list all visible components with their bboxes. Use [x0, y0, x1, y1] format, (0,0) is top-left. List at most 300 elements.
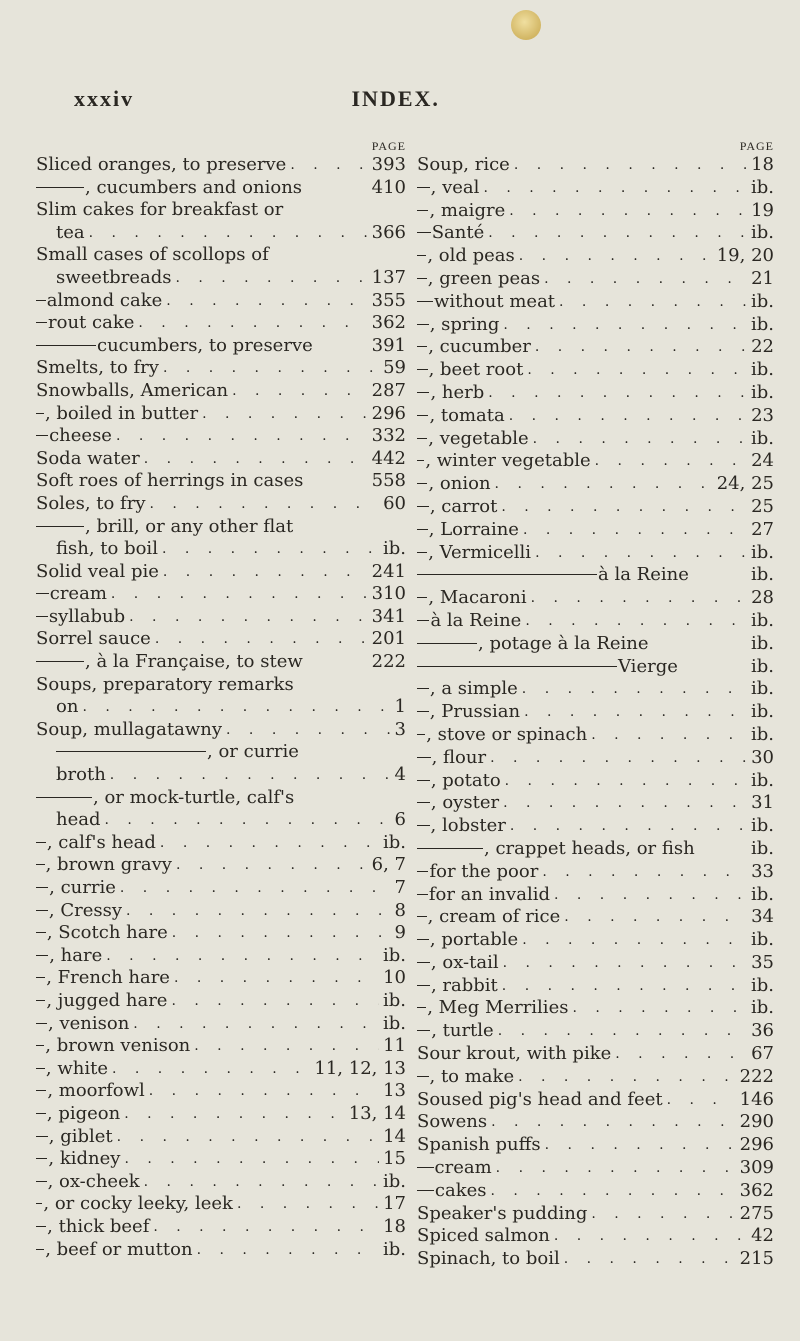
ditto-rule	[417, 573, 597, 575]
leader-dots	[503, 952, 747, 975]
ditto-rule	[417, 756, 431, 758]
ditto-rule	[36, 412, 44, 414]
leader-dots	[129, 606, 368, 629]
leader-dots	[153, 1216, 379, 1239]
entry-page: ib.	[382, 1238, 406, 1260]
leader-dots	[554, 884, 747, 907]
ditto-rule	[417, 801, 430, 803]
ditto-rule	[36, 1202, 42, 1204]
entry-page: 24, 25	[716, 473, 774, 495]
entry-page: ib.	[750, 815, 774, 837]
leader-dots	[591, 1203, 735, 1226]
entry-text: fish, to boil	[56, 538, 158, 560]
entry-page: ib.	[750, 564, 774, 586]
entry-text: , veal	[430, 176, 480, 198]
index-entry	[417, 1089, 774, 1112]
leader-dots	[197, 1239, 379, 1262]
entry-text: Spinach, to boil	[417, 1248, 560, 1270]
ditto-rule	[417, 551, 427, 553]
entry-text: , lobster	[430, 815, 506, 837]
entry-text: , brown gravy	[45, 854, 172, 876]
index-entry	[417, 838, 774, 861]
entry-page: ib.	[382, 538, 406, 560]
entry-text: rout cake	[48, 312, 135, 334]
index-entry	[417, 222, 774, 245]
ditto-rule	[417, 870, 428, 872]
entry-text: Sliced oranges, to preserve	[36, 154, 287, 175]
ditto-rule	[417, 300, 433, 302]
entry-page: 442	[371, 447, 406, 469]
leader-dots	[176, 854, 368, 877]
entry-page: 215	[739, 1248, 774, 1270]
entry-text: Sowens	[417, 1111, 488, 1133]
index-entry	[417, 747, 774, 770]
entry-text: , tomata	[429, 404, 505, 426]
entry-page: 22	[751, 336, 774, 358]
entry-text: syllabub	[48, 605, 126, 627]
entry-page: 362	[371, 312, 406, 334]
entry-text: for the poor	[429, 860, 539, 882]
index-entry	[417, 314, 774, 337]
leader-dots	[133, 1013, 379, 1036]
entry-text: , stove or spinach	[426, 723, 588, 745]
index-entry	[36, 1216, 406, 1239]
leader-dots	[522, 678, 747, 701]
index-entry	[417, 542, 774, 565]
index-entry	[417, 884, 774, 907]
ditto-rule	[36, 1044, 44, 1046]
entry-text: , venison	[48, 1012, 130, 1034]
entry-text: , beet root	[428, 359, 524, 381]
entry-text: , ox-cheek	[47, 1170, 140, 1192]
ditto-rule	[36, 1112, 46, 1114]
ditto-rule	[36, 999, 45, 1001]
entry-text: , turtle	[431, 1020, 494, 1042]
index-entry	[36, 516, 406, 539]
index-entry	[36, 696, 406, 719]
leader-dots	[667, 1089, 736, 1112]
leader-dots	[591, 724, 747, 747]
ditto-rule	[417, 824, 430, 826]
index-entry	[36, 1013, 406, 1036]
leader-dots	[106, 945, 379, 968]
ditto-rule	[417, 323, 429, 325]
leader-dots	[518, 1066, 736, 1089]
entry-page: 355	[371, 289, 406, 311]
ditto-rule	[36, 1157, 47, 1159]
ditto-rule	[417, 1075, 429, 1077]
entry-text: , white	[45, 1057, 108, 1079]
entry-page: 222	[739, 1065, 774, 1087]
leader-dots	[112, 1058, 310, 1081]
leader-dots	[105, 809, 391, 832]
entry-text: , potage à la Reine	[478, 632, 649, 654]
entry-page: ib.	[750, 769, 774, 791]
entry-page: 35	[751, 951, 774, 973]
leader-dots	[116, 425, 368, 448]
index-entry	[36, 493, 406, 516]
entry-page: ib.	[750, 541, 774, 563]
entry-page: 362	[739, 1179, 774, 1201]
index-column-right	[417, 138, 774, 1271]
index-entry	[417, 724, 774, 747]
entry-text: , herb	[430, 381, 485, 403]
index-entry	[36, 1058, 406, 1081]
entry-text: , Cressy	[48, 899, 122, 921]
index-entry	[417, 177, 774, 200]
entry-text: Soles, to fry	[36, 492, 146, 514]
ditto-rule	[36, 976, 45, 978]
leader-dots	[542, 861, 747, 884]
entry-page: ib.	[750, 883, 774, 905]
entry-page: 10	[383, 967, 406, 989]
index-entry	[417, 245, 774, 268]
ditto-rule	[417, 779, 430, 781]
leader-dots	[525, 610, 747, 633]
entry-page: 222	[371, 651, 406, 673]
leader-dots	[126, 900, 391, 923]
index-entry	[417, 997, 774, 1020]
index-entry	[36, 425, 406, 448]
entry-page: ib.	[750, 655, 774, 677]
leader-dots	[175, 267, 367, 290]
entry-text: , or mock-turtle, calf's	[93, 786, 295, 808]
index-entry	[417, 1180, 774, 1203]
entry-text: , moorfowl	[47, 1080, 145, 1102]
entry-text: Snowballs, American	[36, 379, 229, 401]
entry-text: , calf's head	[46, 831, 156, 853]
entry-page: 296	[739, 1134, 774, 1156]
index-entry	[417, 587, 774, 610]
entry-page: 6, 7	[371, 854, 406, 876]
ditto-rule	[417, 619, 429, 621]
entry-text: , oyster	[430, 792, 500, 814]
index-entry	[36, 764, 406, 787]
entry-page: 137	[371, 266, 406, 288]
entry-page: 31	[751, 792, 774, 814]
entry-page: 24	[751, 450, 774, 472]
index-entry	[417, 975, 774, 998]
entry-page: 25	[751, 495, 774, 517]
leader-dots	[160, 832, 379, 855]
ditto-rule	[417, 437, 427, 439]
index-entry	[36, 1103, 406, 1126]
leader-dots	[488, 382, 747, 405]
index-entry	[36, 1193, 406, 1216]
index-entry	[417, 496, 774, 519]
index-entry	[36, 922, 406, 945]
ditto-rule	[417, 528, 428, 530]
entry-text: Sour krout, with pike	[417, 1043, 612, 1065]
entry-text: Spanish puffs	[417, 1134, 541, 1156]
index-entry	[417, 450, 774, 473]
entry-page: 14	[383, 1125, 406, 1147]
page-number: xxxiv	[74, 86, 135, 111]
entry-page: 146	[739, 1088, 774, 1110]
ditto-rule	[417, 642, 477, 644]
leader-dots	[498, 1020, 747, 1043]
entry-text: , cucumbers and onions	[85, 176, 303, 198]
entry-text: Vierge	[618, 655, 678, 677]
ditto-rule	[417, 893, 428, 895]
ditto-rule	[36, 660, 84, 662]
leader-dots	[533, 428, 747, 451]
entry-page: 8	[394, 899, 406, 921]
entry-page: 393	[371, 154, 406, 175]
index-entry	[417, 906, 774, 929]
entry-text: , carrot	[429, 495, 498, 517]
ditto-rule	[417, 665, 617, 667]
entry-text: Soused pig's head and feet	[417, 1088, 663, 1110]
leader-dots	[509, 405, 747, 428]
index-entry	[36, 1239, 406, 1262]
entry-page: 241	[371, 560, 406, 582]
ditto-rule	[417, 733, 425, 735]
entry-text: , beef or mutton	[45, 1238, 193, 1260]
entry-page: ib.	[750, 929, 774, 951]
ditto-rule	[36, 615, 48, 617]
index-entry	[36, 1126, 406, 1149]
ditto-rule	[417, 1166, 434, 1168]
entry-page: ib.	[750, 837, 774, 859]
index-entry	[36, 470, 406, 493]
page-header	[74, 86, 574, 112]
entry-text: , potato	[430, 769, 501, 791]
index-entry	[417, 929, 774, 952]
entry-text: à la Reine	[430, 609, 522, 631]
entry-text: Spiced salmon	[417, 1225, 550, 1247]
entry-text: , pigeon	[46, 1102, 121, 1124]
leader-dots	[564, 906, 747, 929]
ditto-rule	[36, 525, 84, 527]
leader-dots	[202, 403, 368, 426]
leader-dots	[237, 1193, 379, 1216]
entry-text: Soups, preparatory remarks	[36, 673, 294, 695]
entry-text: Smelts, to fry	[36, 357, 159, 379]
leader-dots	[172, 922, 391, 945]
ditto-rule	[417, 391, 429, 393]
index-entry	[36, 561, 406, 584]
leader-dots	[531, 587, 747, 610]
ditto-rule	[36, 1225, 46, 1227]
entry-page: 60	[383, 492, 406, 514]
ditto-rule	[417, 254, 426, 256]
entry-text: cream	[434, 1157, 492, 1179]
ditto-rule	[417, 209, 428, 211]
ditto-rule	[417, 414, 428, 416]
entry-page: 21	[751, 267, 774, 289]
leader-dots	[163, 357, 379, 380]
index-entry	[36, 244, 406, 267]
index-entry	[36, 222, 406, 245]
index-entry	[36, 809, 406, 832]
index-entry	[36, 877, 406, 900]
entry-text: , old peas	[427, 245, 515, 267]
index-entry	[417, 473, 774, 496]
entry-text: , hare	[49, 944, 103, 966]
entry-text: , à la Française, to stew	[85, 651, 303, 673]
entry-text: cream	[49, 583, 107, 605]
entry-page: ib.	[382, 1012, 406, 1034]
entry-page: 19	[751, 199, 774, 221]
index-entry	[417, 1203, 774, 1226]
entry-page: 11	[383, 1035, 406, 1057]
leader-dots	[490, 747, 747, 770]
ditto-rule	[417, 847, 483, 849]
leader-dots	[171, 990, 379, 1013]
leader-dots	[509, 200, 747, 223]
entry-page: 19, 20	[716, 245, 774, 267]
entry-text: , flour	[431, 746, 487, 768]
leader-dots	[524, 701, 747, 724]
ditto-rule	[36, 299, 46, 301]
entry-text: , ox-tail	[430, 951, 499, 973]
entry-page: 366	[371, 221, 406, 243]
entry-page: ib.	[750, 974, 774, 996]
entry-text: Speaker's pudding	[417, 1202, 588, 1224]
entry-text: , kidney	[48, 1148, 121, 1170]
entry-text: , Macaroni	[428, 587, 527, 609]
entry-text: , brown venison	[45, 1035, 191, 1057]
entry-text: , spring	[429, 313, 500, 335]
entry-page: 18	[751, 154, 774, 175]
entry-text: cakes	[434, 1179, 487, 1201]
index-column-left	[36, 138, 406, 1261]
leader-dots	[144, 1171, 379, 1194]
index-entry	[417, 154, 774, 177]
leader-dots	[110, 764, 391, 787]
ditto-rule	[417, 505, 429, 507]
ditto-rule	[36, 1022, 47, 1024]
index-entry	[36, 335, 406, 358]
leader-dots	[194, 1035, 379, 1058]
entry-text: , maigre	[429, 199, 506, 221]
leader-dots	[144, 448, 368, 471]
entry-text: head	[56, 809, 101, 831]
entry-text: , or currie	[207, 741, 299, 763]
leader-dots	[163, 561, 368, 584]
entry-text: Solid veal pie	[36, 560, 159, 582]
ditto-rule	[417, 277, 427, 279]
entry-page: 201	[371, 628, 406, 650]
entry-text: , currie	[49, 877, 116, 898]
index-entry	[36, 1148, 406, 1171]
entry-page: 13	[383, 1080, 406, 1102]
leader-dots	[82, 696, 390, 719]
leader-dots	[155, 628, 368, 651]
entry-page: 27	[751, 518, 774, 540]
entry-text: , to make	[429, 1065, 515, 1087]
ditto-rule	[36, 186, 84, 188]
leader-dots	[495, 473, 713, 496]
entry-page: 30	[751, 746, 774, 768]
entry-text: Slim cakes for breakfast or	[36, 199, 284, 221]
index-entry	[417, 815, 774, 838]
entry-page: 7	[394, 877, 406, 898]
leader-dots	[232, 380, 368, 403]
ditto-rule	[417, 231, 431, 233]
leader-dots	[501, 496, 747, 519]
ditto-rule	[417, 482, 427, 484]
leader-dots	[514, 154, 747, 177]
leader-dots	[615, 1043, 747, 1066]
index-entry	[36, 967, 406, 990]
ditto-rule	[417, 1029, 430, 1031]
index-entry	[417, 382, 774, 405]
ditto-rule	[36, 592, 49, 594]
index-entry	[417, 405, 774, 428]
entry-text: à la Reine	[598, 564, 689, 586]
entry-text: Sorrel sauce	[36, 628, 151, 650]
entry-text: , onion	[428, 473, 491, 495]
ditto-rule	[417, 710, 429, 712]
index-entry	[36, 674, 406, 697]
entry-text: almond cake	[46, 289, 163, 311]
leader-dots	[564, 1248, 736, 1271]
entry-page: ib.	[382, 831, 406, 853]
page-column-label: PAGE	[371, 139, 406, 153]
index-entry	[417, 519, 774, 542]
leader-dots	[535, 542, 747, 565]
entry-page: ib.	[750, 997, 774, 1019]
index-entry	[36, 538, 406, 561]
ditto-rule	[417, 596, 427, 598]
index-entry	[36, 177, 406, 200]
leader-dots	[505, 770, 747, 793]
index-entry	[417, 1043, 774, 1066]
ditto-rule	[36, 321, 47, 323]
entry-page: 9	[394, 922, 406, 944]
entry-page: 23	[751, 404, 774, 426]
ditto-rule	[417, 938, 429, 940]
leader-dots	[545, 1134, 736, 1157]
entry-page: ib.	[750, 701, 774, 723]
entry-text: , vegetable	[428, 427, 529, 449]
index-entry	[417, 336, 774, 359]
ditto-rule	[36, 909, 48, 911]
entry-text: , a simple	[429, 678, 518, 700]
ditto-rule	[56, 750, 206, 752]
index-entry	[36, 290, 406, 313]
index-entry	[417, 1020, 774, 1043]
leader-dots	[496, 1157, 736, 1180]
index-entry	[36, 1080, 406, 1103]
leader-dots	[149, 1080, 379, 1103]
ditto-rule	[36, 1180, 47, 1182]
entry-page: 332	[371, 425, 406, 447]
leader-dots	[89, 222, 368, 245]
entry-text: , boiled in butter	[44, 402, 199, 424]
leader-dots	[503, 314, 747, 337]
entry-page: ib.	[750, 313, 774, 335]
entry-text: , Vermicelli	[428, 541, 532, 563]
ditto-rule	[36, 344, 96, 346]
leader-dots	[502, 975, 747, 998]
index-entry	[417, 1134, 774, 1157]
ditto-rule	[36, 886, 48, 888]
index-entry	[36, 267, 406, 290]
index-entry	[36, 380, 406, 403]
index-entry	[417, 678, 774, 701]
entry-page: 4	[394, 764, 406, 786]
entry-page: 310	[371, 583, 406, 605]
entry-page: 59	[383, 357, 406, 379]
index-entry	[36, 719, 406, 742]
leader-dots	[535, 336, 747, 359]
index-entry	[36, 787, 406, 810]
entry-page: 33	[751, 860, 774, 882]
entry-text: , brill, or any other flat	[85, 515, 294, 537]
